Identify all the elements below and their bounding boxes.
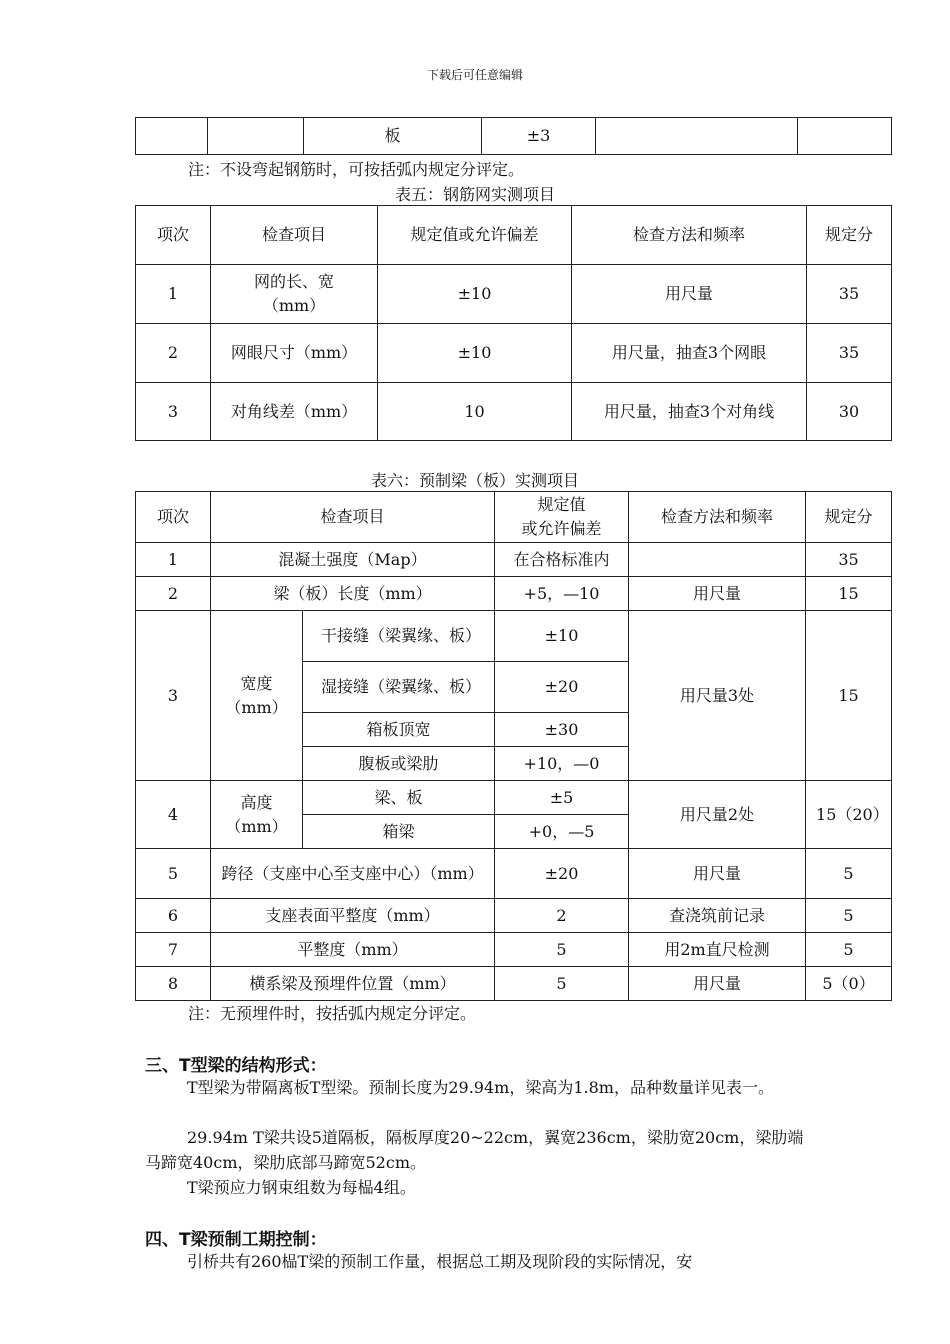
table-cell: +0，—5 [495,815,629,849]
table-cell: 8 [136,967,211,1001]
table-cell: 用尺量 [629,849,806,899]
column-header: 检查项目 [211,492,495,543]
table-cell [208,118,304,155]
table-cell: 35 [806,543,892,577]
table-cell: 1 [136,543,211,577]
table-row [136,967,892,1001]
column-header: 项次 [136,206,211,265]
table-cell: 用尺量 [629,577,806,611]
table-cell: 板 [304,118,482,155]
table-cell: 干接缝（梁翼缘、板） [303,611,495,662]
table-cell: 7 [136,933,211,967]
table-cell [136,118,208,155]
table-cell: +5，—10 [495,577,629,611]
table-cell: 支座表面平整度（mm） [211,899,495,933]
column-header: 项次 [136,492,211,543]
table-cell: 5 [495,933,629,967]
section-4-title: 四、T梁预制工期控制： [145,1230,327,1250]
column-header: 规定分 [807,206,892,265]
table-cell: 箱梁 [303,815,495,849]
table-cell: 3 [136,611,211,781]
table-cell: 网的长、宽（mm） [211,265,378,324]
table-row [136,265,892,324]
section-3-paragraph-2: 29.94m T梁共设5道隔板，隔板厚度20~22cm，翼宽236cm，梁肋宽20cm，梁肋端马蹄宽40cm，梁肋底部马蹄宽52cm。 [145,1128,804,1172]
table-cell: 宽度 （mm） [211,611,303,781]
table-cell: 横系梁及预埋件位置（mm） [211,967,495,1001]
section-3-title: 三、T型梁的结构形式： [145,1056,327,1076]
table-cell: 1 [136,265,211,324]
column-header: 检查项目 [211,206,378,265]
table-row [136,577,892,611]
table-header-row [136,492,892,543]
table-cell: 跨径（支座中心至支座中心）（mm） [211,849,495,899]
table-header-row [136,206,892,265]
table-cell: ±20 [495,662,629,713]
table-cell [798,118,892,155]
table-row [136,611,892,662]
note-2: 注：无预埋件时，按括弧内规定分评定。 [188,1004,477,1023]
table6 [135,491,892,1001]
table-row [136,324,892,383]
table-cell: 35 [807,265,892,324]
table-cell: 网眼尺寸（mm） [211,324,378,383]
table-cell: 3 [136,383,211,441]
table-cell: 5（0） [806,967,892,1001]
table-cell: 用尺量，抽查3个网眼 [572,324,807,383]
table-row [136,118,892,155]
continued-table [135,117,892,155]
table-cell: 梁（板）长度（mm） [211,577,495,611]
section-3-paragraph-1: T型梁为带隔离板T型梁。预制长度为29.94m，梁高为1.8m，品种数量详见表一。 [187,1078,774,1097]
column-header: 检查方法和频率 [629,492,806,543]
table-cell: 2 [136,577,211,611]
table-cell: 5 [806,849,892,899]
page-header: 下载后可任意编辑 [426,68,523,82]
table-row [136,383,892,441]
table-cell: 30 [807,383,892,441]
table-cell: ±10 [495,611,629,662]
column-header: 检查方法和频率 [572,206,807,265]
table-cell: ±5 [495,781,629,815]
table-cell: 用尺量，抽查3个对角线 [572,383,807,441]
table-cell: 用尺量2处 [629,781,806,849]
table6-caption: 表六：预制梁（板）实测项目 [370,471,579,490]
table-cell: 查浇筑前记录 [629,899,806,933]
note-1: 注：不设弯起钢筋时，可按括弧内规定分评定。 [188,160,525,179]
table-cell: 5 [806,899,892,933]
table-cell: 梁、板 [303,781,495,815]
column-header: 规定值 或允许偏差 [495,492,629,543]
table-row [136,781,892,815]
table-cell: +10，—0 [495,747,629,781]
table-cell: 2 [136,324,211,383]
table-cell: 6 [136,899,211,933]
table-cell: 2 [495,899,629,933]
table-cell: 15（20） [806,781,892,849]
table-cell: 用尺量 [629,967,806,1001]
table-cell: 15 [806,611,892,781]
column-header: 规定值或允许偏差 [378,206,572,265]
table-cell [629,543,806,577]
table-cell: 10 [378,383,572,441]
table-row [136,849,892,899]
table-cell: 对角线差（mm） [211,383,378,441]
table-cell: 湿接缝（梁翼缘、板） [303,662,495,713]
table-cell: ±10 [378,265,572,324]
table-row [136,933,892,967]
table-cell: 5 [495,967,629,1001]
table-cell: 腹板或梁肋 [303,747,495,781]
table-cell: 箱板顶宽 [303,713,495,747]
table-cell: 高度 （mm） [211,781,303,849]
table5 [135,205,892,441]
section-4-paragraph-1: 引桥共有260榀T梁的预制工作量，根据总工期及现阶段的实际情况，安 [187,1252,693,1271]
table-cell: 4 [136,781,211,849]
table-cell: 用尺量 [572,265,807,324]
table-cell: 在合格标准内 [495,543,629,577]
table-cell: ±30 [495,713,629,747]
table-cell: ±3 [482,118,596,155]
table-cell: 平整度（mm） [211,933,495,967]
section-3-paragraph-3: T梁预应力钢束组数为每榀4组。 [187,1178,416,1197]
table-cell: ±10 [378,324,572,383]
table5-caption: 表五：钢筋网实测项目 [394,185,555,204]
table-cell [596,118,798,155]
table-row [136,543,892,577]
table-cell: 用尺量3处 [629,611,806,781]
table-row [136,899,892,933]
table-cell: 5 [806,933,892,967]
table-cell: 5 [136,849,211,899]
table-cell: 混凝土强度（Map） [211,543,495,577]
table-cell: 用2m直尺检测 [629,933,806,967]
table-cell: 15 [806,577,892,611]
table-cell: ±20 [495,849,629,899]
table-cell: 35 [807,324,892,383]
column-header: 规定分 [806,492,892,543]
